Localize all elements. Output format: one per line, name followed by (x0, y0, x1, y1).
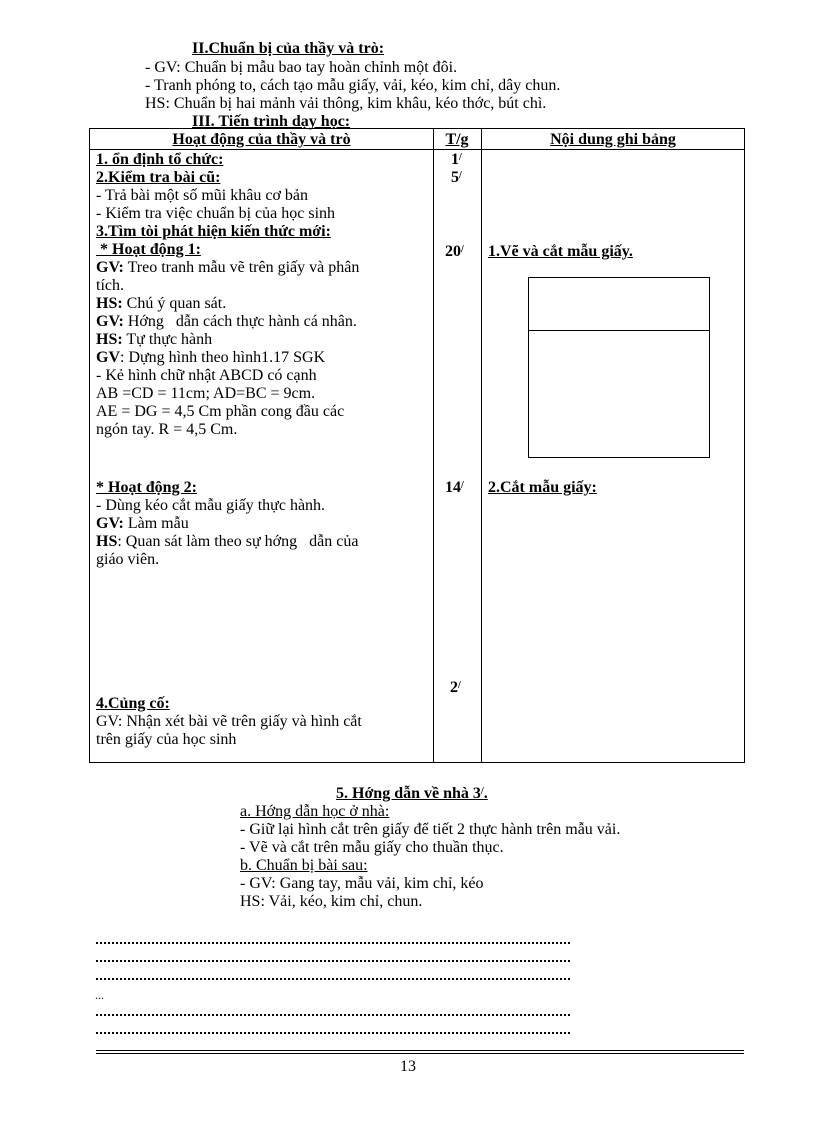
activity-text: - Trả bài một số mũi khâu cơ bản (96, 187, 308, 204)
activity-text: trên giấy của học sinh (96, 731, 237, 748)
activity-line (96, 479, 197, 497)
time-cell (451, 169, 462, 187)
activity-text: giáo viên. (96, 551, 160, 568)
activity-text: - Kiểm tra việc chuẩn bị của học sinh (96, 205, 336, 222)
note-dotted-line (96, 1032, 570, 1034)
header-board-content: Nội dung ghi bảng (550, 131, 676, 148)
prep-line: - Tranh phóng to, cách tạo mẫu giấy, vải, kéo, kim chỉ, dây chun. (145, 77, 561, 94)
activity-line (96, 713, 362, 731)
activity-line (96, 331, 212, 349)
activity-text: Tự thực hành (122, 331, 213, 348)
speaker-label: GV: (96, 259, 124, 276)
time-value: 2 (450, 679, 458, 696)
note-dotted-line (96, 942, 570, 944)
activity-line (96, 533, 358, 551)
speaker-label: GV: (96, 313, 124, 330)
activity-line (96, 259, 359, 277)
activity-text: * Hoạt động 2: (96, 479, 197, 496)
time-mark: / (458, 680, 461, 691)
activity-text: Hớng dẫn cách thực hành cá nhân. (123, 313, 357, 330)
activity-text: AE = DG = 4,5 Cm phần cong đầu các (96, 403, 345, 420)
note-dotted-line (96, 978, 570, 980)
activity-text: : Dựng hình theo hình1.17 SGK (120, 349, 326, 366)
speaker-label: GV: (96, 515, 124, 532)
note-dotted-line (96, 1014, 570, 1016)
homework-heading-end: . (483, 785, 488, 802)
activity-line (96, 551, 159, 569)
activity-line (96, 295, 226, 313)
activity-line (96, 349, 325, 367)
activity-text: * Hoạt động 1: (96, 241, 201, 258)
activity-text: Treo tranh mẫu vẽ trên giấy và phân (123, 259, 360, 276)
column-divider (433, 129, 434, 762)
header-time: T/g (445, 131, 469, 148)
time-value: 14 (445, 479, 461, 496)
time-mark: / (459, 152, 462, 163)
note-short-dots: ... (95, 988, 104, 1002)
activity-line (96, 169, 220, 187)
lesson-table (89, 128, 745, 763)
activity-text: 3.Tìm tòi phát hiện kiến thức mới: (96, 223, 331, 240)
time-cell (445, 243, 464, 261)
activity-line (96, 421, 237, 439)
activity-text: ngón tay. R = 4,5 Cm. (96, 421, 238, 438)
time-value: 5 (451, 169, 459, 186)
time-mark: / (459, 170, 462, 181)
prep-line: HS: Chuẩn bị hai mảnh vải thông, kim khâu, kéo thớc, bút chì. (145, 95, 547, 112)
activity-line (96, 187, 308, 205)
time-value: 20 (445, 243, 461, 260)
time-cell (451, 151, 462, 169)
activity-line (96, 515, 189, 533)
footer-rule (96, 1050, 744, 1051)
activity-line (96, 367, 317, 385)
activity-line (96, 385, 315, 403)
speaker-label: HS: (96, 331, 123, 348)
homework-line: - Vẽ và cắt trên mẫu giấy cho thuần thục. (240, 839, 504, 856)
time-mark: / (461, 480, 464, 491)
activity-text: 1. ổn định tổ chức: (96, 151, 224, 168)
activity-line (96, 151, 223, 169)
activity-line (96, 731, 236, 749)
activity-line (96, 497, 325, 515)
header-activity: Hoạt động của thầy và trò (172, 131, 351, 148)
speaker-label: GV (96, 349, 120, 366)
board-item-cut: 2.Cắt mẫu giấy: (488, 479, 597, 496)
activity-line (96, 205, 335, 223)
activity-line (96, 313, 357, 331)
activity-line (96, 695, 170, 713)
activity-line (96, 241, 201, 259)
homework-heading-text: 5. Hớng dẫn về nhà 3 (336, 785, 481, 802)
time-mark: / (461, 244, 464, 255)
activity-text: : Quan sát làm theo sự hớng dẫn của (117, 533, 359, 550)
activity-text: 2.Kiểm tra bài cũ: (96, 169, 221, 186)
column-divider (481, 129, 482, 762)
activity-text: tích. (96, 277, 124, 294)
speaker-label: HS: (96, 295, 123, 312)
note-dotted-line (96, 960, 570, 962)
page-number: 13 (400, 1058, 416, 1075)
activity-text: 4.Củng cố: (96, 695, 170, 712)
board-item-draw-cut: 1.Vẽ và cắt mẫu giấy. (488, 243, 633, 260)
section-heading-procedure: III. Tiến trình dạy học: (192, 113, 351, 130)
homework-heading (336, 785, 488, 803)
homework-line: - Giữ lại hình cắt trên giấy để tiết 2 thực hành trên mẫu vải. (240, 821, 621, 838)
time-cell (450, 679, 461, 697)
time-value: 1 (451, 151, 459, 168)
activity-text: GV: Nhận xét bài vẽ trên giấy và hình cắt (96, 713, 362, 730)
activity-text: - Kẻ hình chữ nhật ABCD có cạnh (96, 367, 317, 384)
homework-sub-b: b. Chuẩn bị bài sau: (240, 857, 368, 874)
activity-text: Chú ý quan sát. (122, 295, 227, 312)
footer-rule (96, 1053, 744, 1054)
activity-text: Làm mẫu (123, 515, 189, 532)
activity-text: - Dùng kéo cắt mẫu giấy thực hành. (96, 497, 326, 514)
activity-line (96, 223, 331, 241)
activity-line (96, 277, 124, 295)
homework-sub-a: a. Hớng dẫn học ở nhà: (240, 803, 390, 820)
speaker-label: HS (96, 533, 118, 550)
header-divider (90, 149, 744, 150)
activity-text: AB =CD = 11cm; AD=BC = 9cm. (96, 385, 316, 402)
time-cell (445, 479, 464, 497)
homework-line: HS: Vải, kéo, kim chỉ, chun. (240, 893, 423, 910)
homework-heading-mark: / (480, 786, 484, 797)
section-heading-preparation: II.Chuẩn bị của thầy và trò: (192, 40, 385, 57)
activity-line (96, 403, 344, 421)
pattern-divider-line (529, 330, 709, 331)
homework-line: - GV: Gang tay, mẫu vải, kim chỉ, kéo (240, 875, 484, 892)
paper-pattern-drawing (528, 277, 710, 458)
prep-line: - GV: Chuẩn bị mẫu bao tay hoàn chỉnh một đôi. (145, 59, 458, 76)
